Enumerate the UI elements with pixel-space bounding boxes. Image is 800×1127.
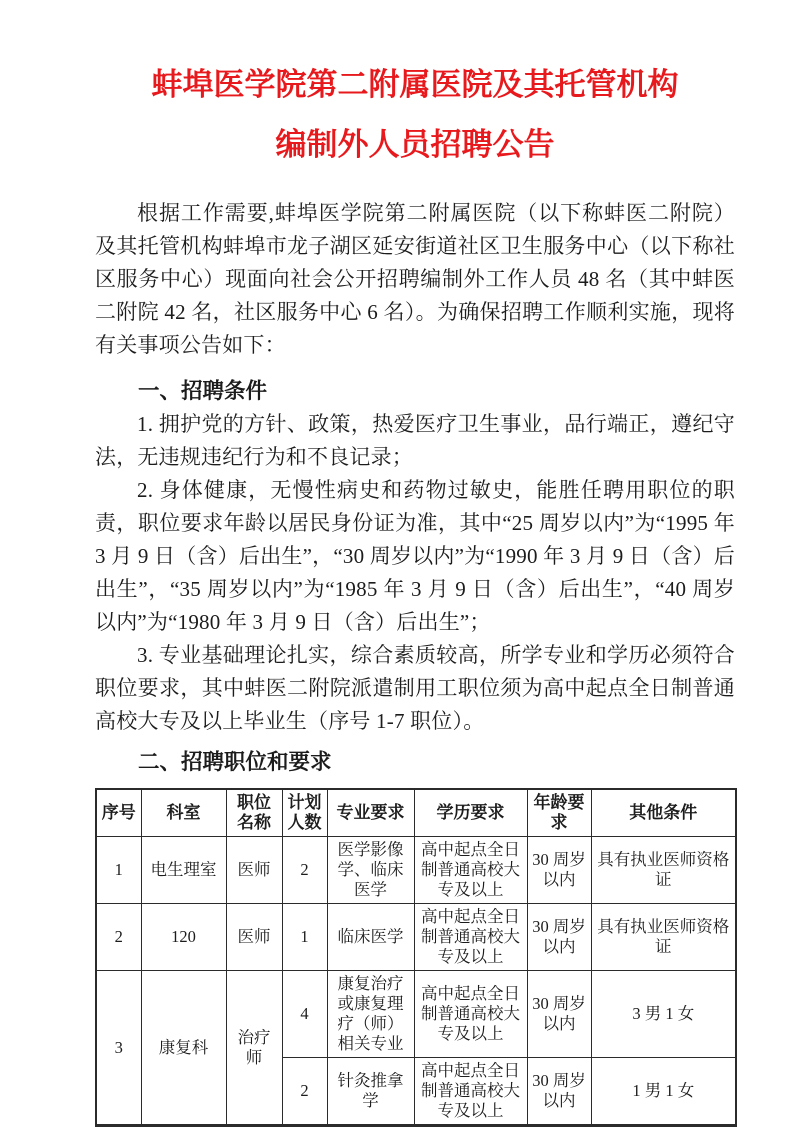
cell-r3-dept: 康复科 (141, 971, 226, 1126)
col-header-age: 年龄要求 (527, 789, 591, 837)
cell-r1-dept: 电生理室 (141, 837, 226, 904)
cell-r1-other: 具有执业医师资格证 (591, 837, 736, 904)
cell-r2-age: 30 周岁以内 (527, 904, 591, 971)
section1-heading: 一、招聘条件 (138, 379, 268, 403)
table-row-1 (96, 837, 736, 904)
cell-r2-title: 医师 (226, 904, 282, 971)
col-header-count: 计划人数 (282, 789, 327, 837)
cell-r2-degree: 高中起点全日制普通高校大专及以上 (414, 904, 527, 971)
cell-r2-dept: 120 (141, 904, 226, 971)
intro-paragraph: 根据工作需要,蚌埠医学院第二附属医院（以下称蚌医二附院）及其托管机构蚌埠市龙子湖区延安街道社区卫生服务中心（以下称社区服务中心）现面向社会公开招聘编制外工作人员 48 名（其中蚌医二附院 42 名，社区服务中心 6 名）。为确保招聘工作顺利实施，现将有关事项公告如下： (95, 201, 735, 357)
cell-r3a-other: 3 男 1 女 (591, 971, 736, 1058)
cell-r3b-age: 30 周岁以内 (527, 1058, 591, 1126)
cell-r2-major: 临床医学 (327, 904, 414, 971)
table-row-3a (96, 971, 736, 1058)
cell-r3-seq: 3 (96, 971, 141, 1126)
cell-r1-degree: 高中起点全日制普通高校大专及以上 (414, 837, 527, 904)
cell-r3b-major: 针灸推拿学 (327, 1058, 414, 1126)
positions-table (95, 788, 737, 1127)
cell-r3b-count: 2 (282, 1058, 327, 1126)
doc-title (95, 55, 735, 175)
cell-r1-title: 医师 (226, 837, 282, 904)
col-header-other: 其他条件 (591, 789, 736, 837)
cell-r2-count: 1 (282, 904, 327, 971)
section2-heading: 二、招聘职位和要求 (138, 750, 332, 774)
cell-r2-other: 具有执业医师资格证 (591, 904, 736, 971)
cell-r3b-other: 1 男 1 女 (591, 1058, 736, 1126)
cell-r2-seq: 2 (96, 904, 141, 971)
col-header-dept: 科室 (141, 789, 226, 837)
col-header-degree: 学历要求 (414, 789, 527, 837)
cell-r1-count: 2 (282, 837, 327, 904)
cell-r3a-count: 4 (282, 971, 327, 1058)
doc-title-line-1: 蚌埠医学院第二附属医院及其托管机构 (151, 67, 679, 102)
table-row-2 (96, 904, 736, 971)
cell-r3b-degree: 高中起点全日制普通高校大专及以上 (414, 1058, 527, 1126)
col-header-title: 职位名称 (226, 789, 282, 837)
cell-r3a-degree: 高中起点全日制普通高校大专及以上 (414, 971, 527, 1058)
cell-r3a-age: 30 周岁以内 (527, 971, 591, 1058)
cell-r3a-major: 康复治疗或康复理疗（师）相关专业 (327, 971, 414, 1058)
cell-r3-title: 治疗师 (226, 971, 282, 1126)
cell-r1-age: 30 周岁以内 (527, 837, 591, 904)
cell-r1-major: 医学影像学、临床医学 (327, 837, 414, 904)
condition-item-2: 2. 身体健康，无慢性病史和药物过敏史，能胜任聘用职位的职责，职位要求年龄以居民身份证为准，其中“25 周岁以内”为“1995 年 3 月 9 日（含）后出生”，“30 周岁以内”为“1990 年 3 月 9 日（含）后出生”，“35 周岁以内”为“1985 年 3 月 9 日（含）后出生”，“40 周岁以内”为“1980 年 3 月 9 日（含）后出生”； (95, 478, 735, 634)
cell-r1-seq: 1 (96, 837, 141, 904)
doc-title-line-2: 编制外人员招聘公告 (275, 127, 555, 162)
table-header-row (96, 789, 736, 837)
condition-item-3: 3. 专业基础理论扎实，综合素质较高，所学专业和学历必须符合职位要求，其中蚌医二附院派遣制用工职位须为高中起点全日制普通高校大专及以上毕业生（序号 1-7 职位）。 (95, 643, 735, 733)
col-header-major: 专业要求 (327, 789, 414, 837)
col-header-seq: 序号 (96, 789, 141, 837)
condition-item-1: 1. 拥护党的方针、政策，热爱医疗卫生事业，品行端正，遵纪守法，无违规违纪行为和不良记录； (95, 412, 735, 469)
